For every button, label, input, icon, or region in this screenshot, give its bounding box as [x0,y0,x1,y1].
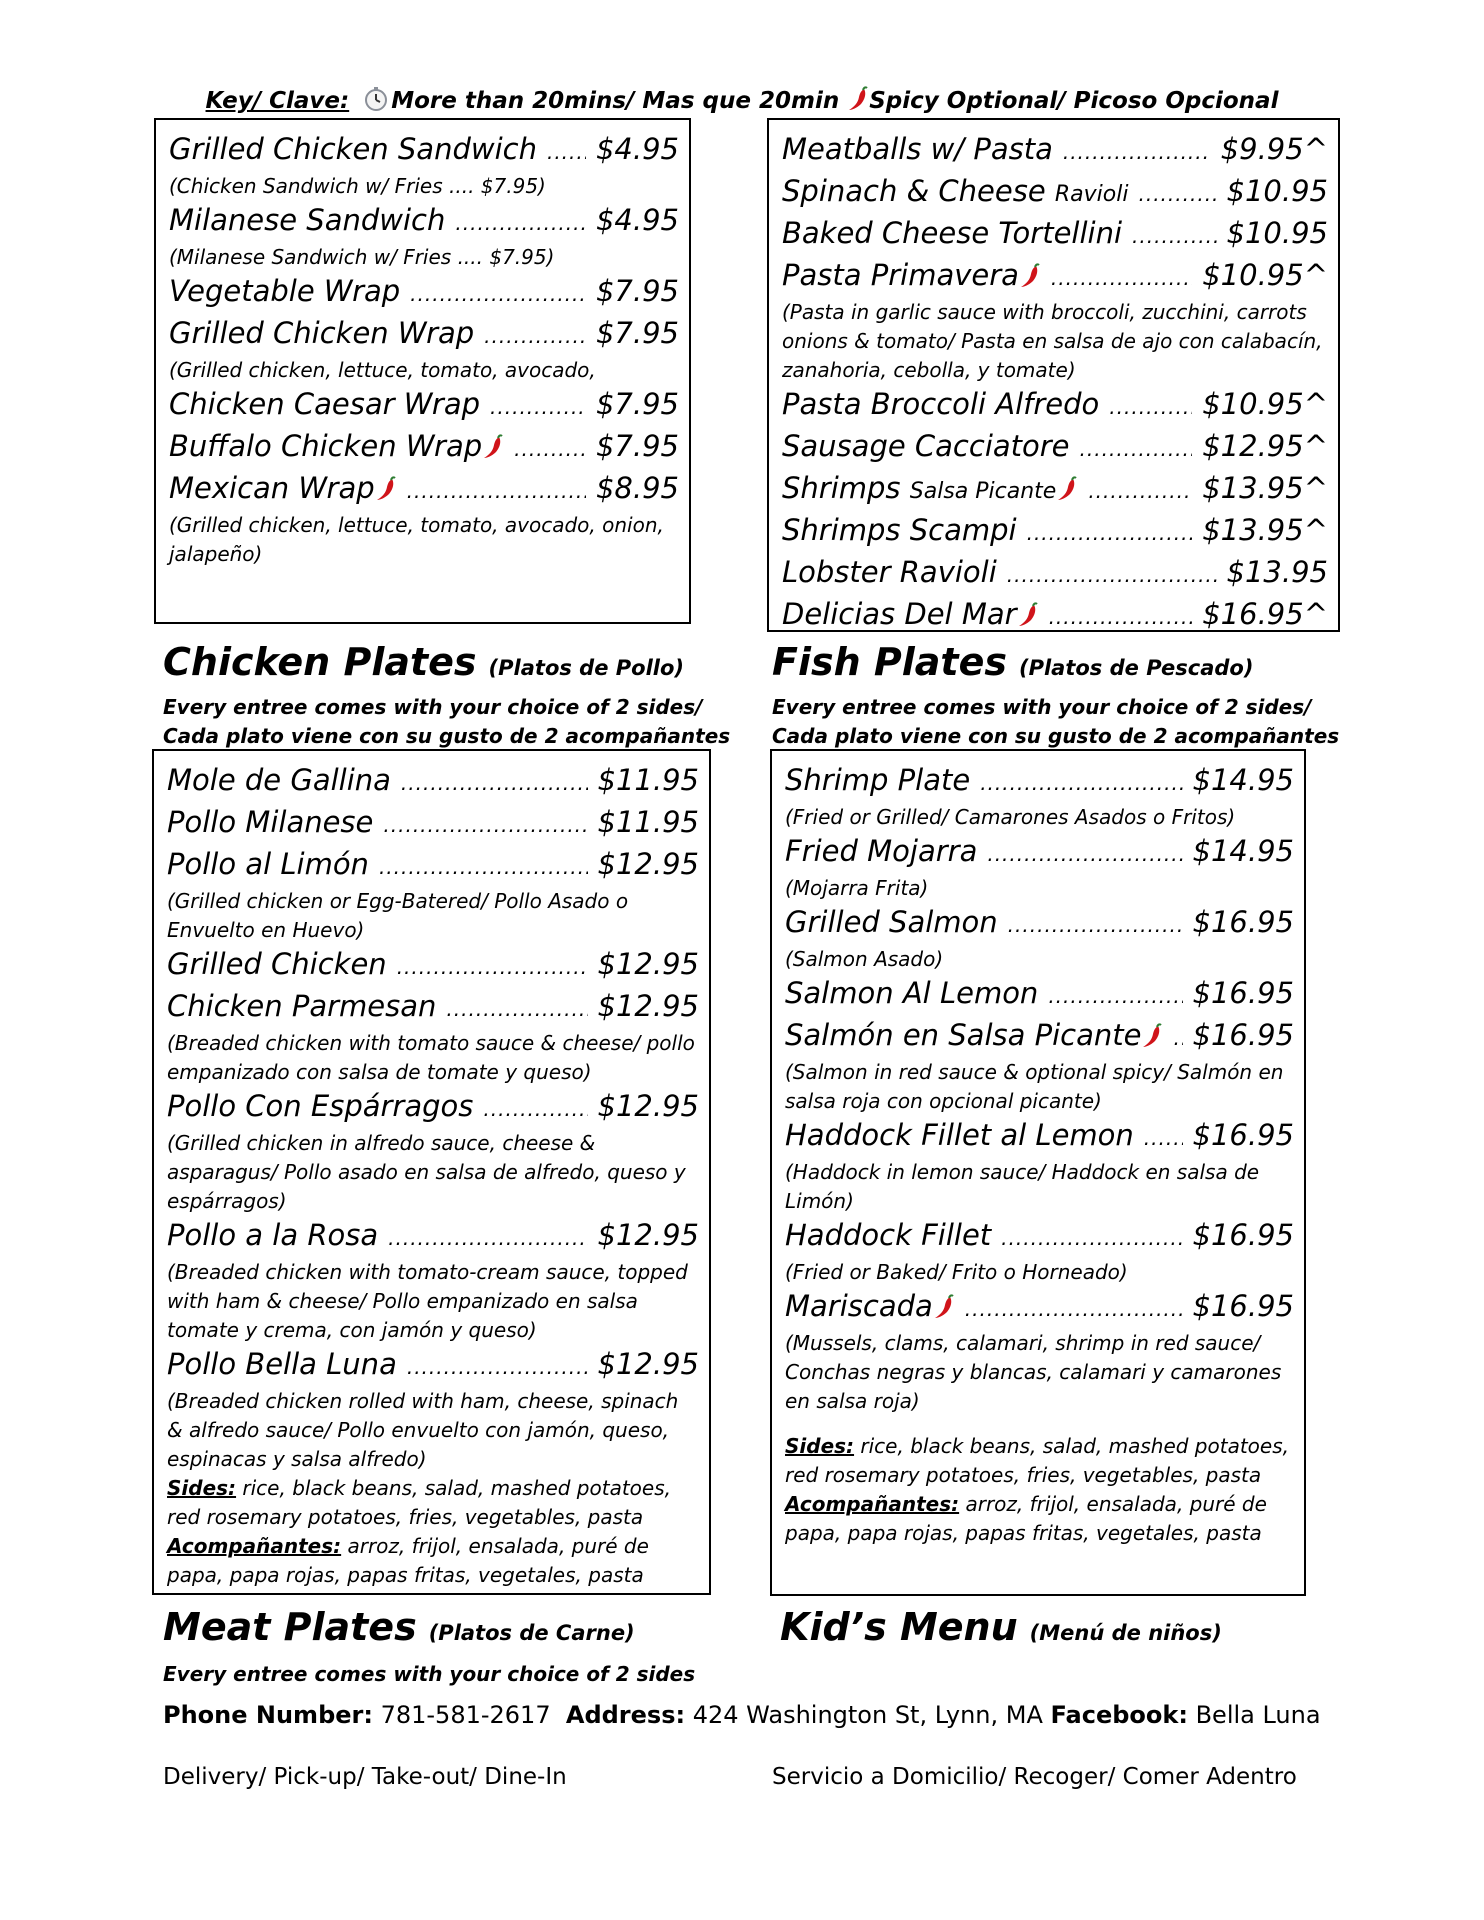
item-name-text: Chicken Parmesan [167,989,437,1023]
item-name-text: Haddock Fillet al Lemon [785,1118,1134,1152]
key-time-text: More than 20mins/ Mas que 20min [391,88,840,114]
leader-dots [514,430,586,469]
item-description: (Haddock in lemon sauce/ Haddock en salsa de Limón) [785,1160,1260,1213]
menu-item [169,314,679,356]
fish-plates-box [770,749,1306,1596]
item-name [782,172,1128,214]
item-name [782,469,1078,511]
contact-info [163,1701,1321,1729]
menu-item [785,1216,1294,1258]
item-price: $12.95 [597,989,699,1023]
item-description: (Salmon Asado) [785,947,944,971]
phone-number: 781-581-2617 [372,1701,551,1729]
menu-item [167,1345,699,1387]
item-price: $13.95^ [1202,471,1328,505]
fish-plates-subtitle: (Platos de Pescado) [1018,656,1254,680]
item-name-text: Pollo Con Espárragos [167,1089,474,1123]
item-name-text: Buffalo Chicken Wrap [169,429,483,463]
item-price: $16.95^ [1202,597,1328,631]
item-price: $16.95 [1192,976,1294,1010]
item-name [782,214,1122,253]
chili-pepper-icon [1056,476,1078,502]
item-price: $10.95 [1226,216,1328,250]
menu-item [169,385,679,427]
item-name [167,761,391,800]
menu-item [782,553,1328,595]
item-price: $8.95 [595,471,679,505]
chili-pepper-icon [1017,602,1039,628]
item-name [782,595,1039,632]
fish-sides: Sides: rice, black beans, salad, mashed potatoes, red rosemary potatoes, fries, vegetables, pasta Acompañantes: arroz, frijol, ensalada, puré de papa, papa rojas, papas fritas, vegetales, pasta [785,1434,1289,1545]
leader-dots [410,275,586,314]
item-name-text: Grilled Chicken Sandwich [169,132,537,166]
menu-item [785,903,1294,945]
item-price: $11.95 [597,763,699,797]
menu-item [782,385,1328,427]
sandwiches-box [154,118,691,624]
item-name-text: Pollo a la Rosa [167,1218,379,1252]
item-name-text: Mexican Wrap [169,471,375,505]
meat-plates-note: Every entree comes with your choice of 2 sides [163,1662,696,1686]
item-name [785,1016,1163,1055]
item-price: $12.95 [597,847,699,881]
item-description: (Grilled chicken, lettuce, tomato, avocado, onion, jalapeño) [169,513,664,566]
item-name [169,469,397,508]
item-name-text: Pollo Bella Luna [167,1347,397,1381]
item-price: $9.95^ [1220,132,1328,166]
item-name [782,511,1017,550]
leader-dots [483,1090,587,1129]
leader-dots [397,948,588,987]
item-name [167,845,369,884]
item-description: (Grilled chicken in alfredo sauce, cheese & asparagus/ Pollo asado en salsa de alfredo, queso y espárragos) [167,1131,686,1213]
item-name [785,761,970,800]
chili-pepper-icon [1141,1023,1163,1049]
item-price: $4.95 [595,132,679,166]
item-price: $16.95 [1192,1218,1294,1252]
address-label: Address: [565,1701,686,1729]
leader-dots [1027,514,1193,553]
leader-dots [965,1290,1183,1329]
address: 424 Washington St, Lynn, MA [685,1701,1043,1729]
leader-dots [987,835,1182,874]
menu-item [169,427,679,469]
leader-dots [1109,388,1192,427]
menu-item [782,595,1328,632]
item-name [782,427,1070,466]
menu-item [169,130,679,172]
item-name [785,903,998,942]
pasta-box [767,118,1340,632]
fish-plates-title: Fish Plates (Platos de Pescado) [772,640,1254,684]
item-name [167,1216,378,1255]
chicken-plates-subtitle: (Platos de Pollo) [488,656,685,680]
leader-dots [455,204,586,243]
menu-item [785,1287,1294,1329]
item-price: $16.95 [1192,1289,1294,1323]
item-name [167,1345,397,1384]
menu-item [167,945,699,987]
item-name-text: Chicken Caesar Wrap [169,387,481,421]
item-price: $14.95 [1192,763,1294,797]
services-english: Delivery/ Pick-up/ Take-out/ Dine-In [163,1764,567,1790]
item-price: $10.95^ [1202,387,1328,421]
chili-pepper-icon [482,434,504,460]
item-price: $12.95 [597,1218,699,1252]
item-name-text: Pollo al Limón [167,847,369,881]
item-name [782,256,1041,295]
item-description: (Breaded chicken rolled with ham, cheese, spinach & alfredo sauce/ Pollo envuelto con jamón, queso, espinacas y salsa alfredo) [167,1389,679,1471]
item-name-text: Mariscada [785,1289,933,1323]
leader-dots [1132,217,1216,256]
menu-item [167,803,699,845]
leader-dots [1063,133,1211,172]
item-name [169,427,504,466]
item-price: $14.95 [1192,834,1294,868]
item-name-text: Haddock Fillet [785,1218,992,1252]
leader-dots [1008,906,1183,945]
item-name [167,803,373,842]
leader-dots [1051,259,1192,298]
key-legend [0,86,1484,114]
chicken-plates-note: Every entree comes with your choice of 2 sides/ Cada plato viene con su gusto de 2 acompañantes [163,695,731,748]
item-name-text: Grilled Chicken [167,947,387,981]
meat-plates-title: Meat Plates (Platos de Carne) [163,1605,635,1649]
item-description: (Breaded chicken with tomato-cream sauce, topped with ham & cheese/ Pollo empanizado en salsa tomate y crema, con jamón y queso) [167,1260,688,1342]
item-price: $7.95 [595,387,679,421]
item-name [169,201,445,240]
phone-label: Phone Number: [163,1701,373,1729]
leader-dots [383,806,587,845]
menu-item [167,761,699,803]
item-description: (Breaded chicken with tomato sauce & cheese/ pollo empanizado con salsa de tomate y queso) [167,1031,695,1084]
item-price: $16.95 [1192,1118,1294,1152]
item-name [169,130,537,169]
kids-menu-subtitle: (Menú de niños) [1029,1621,1222,1645]
item-description: (Fried or Baked/ Frito o Horneado) [785,1260,1128,1284]
item-description: (Grilled chicken or Egg-Batered/ Pollo Asado o Envuelto en Huevo) [167,889,629,942]
item-name [782,130,1053,169]
item-name-text: Pasta Primavera [782,258,1019,292]
facebook-page: Bella Luna [1187,1701,1321,1729]
key-spicy-text: Spicy Optional/ Picoso Opcional [869,88,1279,114]
item-description: (Grilled chicken, lettuce, tomato, avocado, [169,358,596,382]
leader-dots [407,472,586,511]
item-name-text: Pasta Broccoli Alfredo [782,387,1100,421]
item-description: (Mussels, clams, calamari, shrimp in red sauce/ Conchas negras y blancas, calamari y camarones en salsa roja) [785,1331,1282,1413]
menu-item [167,1216,699,1258]
menu-item [167,987,699,1029]
item-name-small: Ravioli [1054,182,1129,207]
leader-dots [407,1348,588,1387]
item-price: $10.95 [1226,174,1328,208]
item-price: $7.95 [595,316,679,350]
item-name [785,974,1038,1013]
menu-item [169,469,679,511]
item-name-text: Spinach & Cheese [782,174,1046,208]
meat-plates-subtitle: (Platos de Carne) [428,1621,635,1645]
item-name [785,832,977,871]
leader-dots [1088,472,1192,511]
item-price: $12.95 [597,947,699,981]
item-name-text: Baked Cheese Tortellini [782,216,1123,250]
item-name [169,385,480,424]
item-name-small: Salsa Picante [909,479,1057,504]
menu-item [169,272,679,314]
leader-dots [401,764,588,803]
item-price: $7.95 [595,274,679,308]
leader-dots [490,388,586,427]
item-description: (Pasta in garlic sauce with broccoli, zucchini, carrots onions & tomato/ Pasta en salsa de ajo con calabacín, zanahoria, cebolla, y tomate) [782,300,1323,382]
leader-dots [388,1219,587,1258]
item-price: $13.95 [1226,555,1328,589]
item-description: (Chicken Sandwich w/ Fries .... $7.95) [169,174,546,198]
item-name-text: Milanese Sandwich [169,203,446,237]
item-price: $12.95 [597,1089,699,1123]
item-name-text: Salmon Al Lemon [785,976,1039,1010]
leader-dots [1048,977,1182,1016]
item-price: $10.95^ [1202,258,1328,292]
menu-item [782,469,1328,511]
item-name [782,385,1099,424]
item-name [167,987,436,1026]
item-description: (Fried or Grilled/ Camarones Asados o Fritos) [785,805,1236,829]
clock-icon [363,86,389,112]
menu-item [782,427,1328,469]
item-name-text: Meatballs w/ Pasta [782,132,1053,166]
item-name [167,945,387,984]
chili-pepper-icon [1019,263,1041,289]
fish-plates-note: Every entree comes with your choice of 2 sides/ Cada plato viene con su gusto de 2 acompañantes [772,695,1340,748]
leader-dots [484,317,586,356]
item-name-text: Mole de Gallina [167,763,391,797]
leader-dots [446,990,587,1029]
leader-dots [980,764,1182,803]
item-name-text: Delicias Del Mar [782,597,1017,631]
leader-dots [379,848,588,887]
leader-dots [1049,598,1193,632]
item-price: $12.95 [597,1347,699,1381]
leader-dots [1173,1019,1182,1058]
chicken-sides: Sides: rice, black beans, salad, mashed potatoes, red rosemary potatoes, fries, vegetables, pasta Acompañantes: arroz, frijol, ensalada, puré de papa, papa rojas, papas fritas, vegetales, pasta [167,1476,671,1587]
item-name-text: Grilled Salmon [785,905,998,939]
menu-item [785,1016,1294,1058]
item-description: (Milanese Sandwich w/ Fries .... $7.95) [169,245,555,269]
chili-pepper-icon [933,1294,955,1320]
item-price: $16.95 [1192,905,1294,939]
item-name [169,314,474,353]
item-price: $12.95^ [1202,429,1328,463]
item-name [169,272,400,311]
chicken-plates-box [152,749,711,1595]
item-description: (Salmon in red sauce & optional spicy/ Salmón en salsa roja con opcional picante) [785,1060,1284,1113]
kids-menu-title: Kid’s Menu (Menú de niños) [780,1605,1222,1649]
chili-pepper-icon [375,476,397,502]
leader-dots [547,133,586,172]
item-price: $16.95 [1192,1018,1294,1052]
item-name-text: Salmón en Salsa Picante [785,1018,1142,1052]
item-name [785,1287,955,1326]
item-name-text: Pollo Milanese [167,805,374,839]
chicken-plates-title: Chicken Plates (Platos de Pollo) [163,640,685,684]
menu-item [782,511,1328,553]
item-name [785,1216,991,1255]
facebook-label: Facebook: [1050,1701,1188,1729]
item-price: $4.95 [595,203,679,237]
item-name-text: Shrimps [782,471,901,505]
leader-dots [1080,430,1193,469]
leader-dots [1138,175,1216,214]
item-price: $7.95 [595,429,679,463]
item-name-text: Grilled Chicken Wrap [169,316,475,350]
menu-item [785,761,1294,803]
item-name [782,553,997,592]
item-name-text: Vegetable Wrap [169,274,401,308]
menu-item [167,845,699,887]
menu-item [785,832,1294,874]
item-description: (Mojarra Frita) [785,876,929,900]
item-price: $13.95^ [1202,513,1328,547]
leader-dots [1144,1119,1183,1158]
item-name-text: Shrimp Plate [785,763,971,797]
menu-item [785,1116,1294,1158]
leader-dots [1007,556,1217,595]
menu-item [785,974,1294,1016]
menu-item [169,201,679,243]
item-name-text: Sausage Cacciatore [782,429,1070,463]
item-name [785,1116,1134,1155]
key-label: Key/ Clave: [205,88,350,114]
menu-item [782,256,1328,298]
item-price: $11.95 [597,805,699,839]
menu-item [782,130,1328,172]
menu-item [167,1087,699,1129]
services-spanish: Servicio a Domicilio/ Recoger/ Comer Adentro [772,1764,1297,1790]
menu-item [782,172,1328,214]
chili-pepper-icon [847,86,869,112]
item-name-text: Lobster Ravioli [782,555,997,589]
item-name [167,1087,473,1126]
menu-item [782,214,1328,256]
leader-dots [1001,1219,1182,1258]
item-name-text: Shrimps Scampi [782,513,1017,547]
item-name-text: Fried Mojarra [785,834,978,868]
